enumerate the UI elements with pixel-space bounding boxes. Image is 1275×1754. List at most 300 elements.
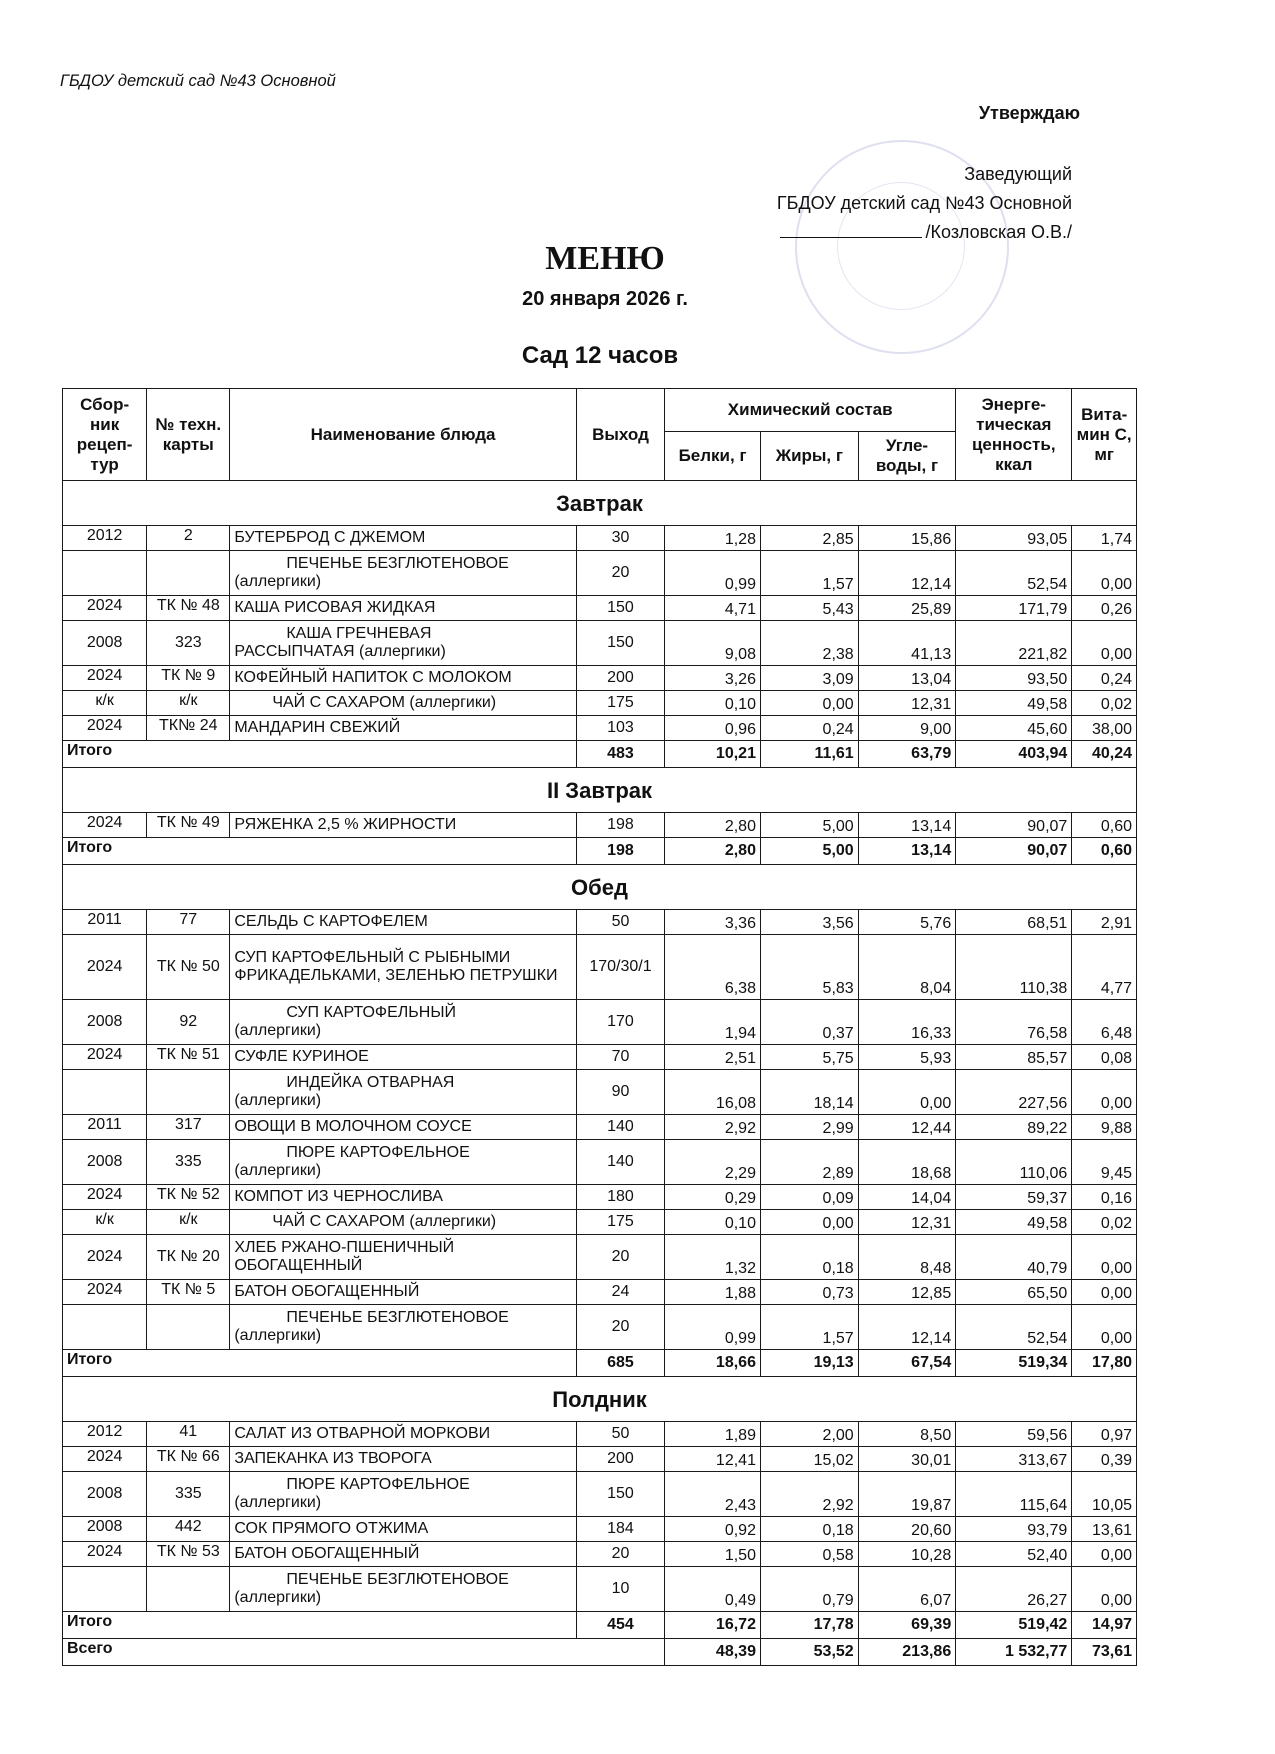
proteins-cell: 0,49 <box>665 1567 761 1612</box>
dish-note: (аллергики) <box>234 1022 322 1039</box>
carbs-cell: 6,07 <box>858 1567 956 1612</box>
proteins-cell: 1,28 <box>665 526 761 551</box>
fats-cell: 0,18 <box>760 1235 858 1280</box>
tech-card-cell: 335 <box>147 1472 230 1517</box>
carbs-cell: 12,85 <box>858 1280 956 1305</box>
total-label: Итого <box>63 838 577 865</box>
tech-card-cell: к/к <box>147 1210 230 1235</box>
total-energy-cell: 519,42 <box>956 1612 1072 1639</box>
tech-card-cell: ТК № 49 <box>147 813 230 838</box>
proteins-cell: 1,50 <box>665 1542 761 1567</box>
vitamin-c-cell: 9,88 <box>1072 1115 1137 1140</box>
table-row <box>63 596 1137 621</box>
tech-card-cell: 92 <box>147 1000 230 1045</box>
output-cell: 10 <box>576 1567 664 1612</box>
section-title: II Завтрак <box>63 768 1137 813</box>
vitamin-c-cell: 6,48 <box>1072 1000 1137 1045</box>
menu-table <box>62 388 1137 1666</box>
energy-cell: 85,57 <box>956 1045 1072 1070</box>
source-cell: 2024 <box>63 1542 147 1567</box>
grand-total-energy-cell: 1 532,77 <box>956 1639 1072 1666</box>
carbs-cell: 18,68 <box>858 1140 956 1185</box>
total-fats-cell: 5,00 <box>760 838 858 865</box>
dish-name: ЗАПЕКАНКА ИЗ ТВОРОГА <box>234 1450 432 1467</box>
column-header-chemical-composition: Химический состав <box>665 389 956 432</box>
energy-cell: 110,38 <box>956 935 1072 1000</box>
energy-cell: 52,40 <box>956 1542 1072 1567</box>
grand-total-label: Всего <box>63 1639 665 1666</box>
dish-name-cell <box>230 526 576 551</box>
dish-name-cell <box>230 1140 576 1185</box>
dish-note: (аллергики) <box>234 1092 322 1109</box>
carbs-cell: 12,44 <box>858 1115 956 1140</box>
fats-cell: 5,83 <box>760 935 858 1000</box>
output-cell: 150 <box>576 621 664 666</box>
tech-card-cell: 317 <box>147 1115 230 1140</box>
grand-total-row <box>63 1639 1137 1666</box>
output-cell: 170/30/1 <box>576 935 664 1000</box>
column-header-vitamin-c: Вита-мин С, мг <box>1072 389 1137 481</box>
table-row <box>63 1517 1137 1542</box>
table-row <box>63 1472 1137 1517</box>
section-header-row <box>63 1377 1137 1422</box>
energy-cell: 93,50 <box>956 666 1072 691</box>
carbs-cell: 20,60 <box>858 1517 956 1542</box>
total-vitamin-c-cell: 14,97 <box>1072 1612 1137 1639</box>
column-header-output: Выход <box>576 389 664 481</box>
vitamin-c-cell: 0,97 <box>1072 1422 1137 1447</box>
carbs-cell: 5,93 <box>858 1045 956 1070</box>
source-cell: 2024 <box>63 1280 147 1305</box>
table-row <box>63 1447 1137 1472</box>
carbs-cell: 13,14 <box>858 813 956 838</box>
dish-name-cell <box>230 935 576 1000</box>
output-cell: 150 <box>576 596 664 621</box>
dish-name-cell <box>230 1185 576 1210</box>
proteins-cell: 2,51 <box>665 1045 761 1070</box>
source-cell: 2024 <box>63 935 147 1000</box>
tech-card-cell: 2 <box>147 526 230 551</box>
dish-name: МАНДАРИН СВЕЖИЙ <box>234 719 401 736</box>
proteins-cell: 0,96 <box>665 716 761 741</box>
fats-cell: 0,79 <box>760 1567 858 1612</box>
vitamin-c-cell: 0,00 <box>1072 1305 1137 1350</box>
dish-name: ХЛЕБ РЖАНО-ПШЕНИЧНЫЙ ОБОГАЩЕННЫЙ <box>234 1239 455 1274</box>
tech-card-cell: ТК № 66 <box>147 1447 230 1472</box>
page-title: МЕНЮ <box>545 240 665 277</box>
dish-name-cell <box>230 1422 576 1447</box>
vitamin-c-cell: 1,74 <box>1072 526 1137 551</box>
dish-note: (аллергики) <box>234 1327 322 1344</box>
output-cell: 180 <box>576 1185 664 1210</box>
energy-cell: 93,05 <box>956 526 1072 551</box>
fats-cell: 1,57 <box>760 551 858 596</box>
fats-cell: 0,00 <box>760 1210 858 1235</box>
output-cell: 30 <box>576 526 664 551</box>
dish-note: (аллергики) <box>234 1494 322 1511</box>
total-label: Итого <box>63 1350 577 1377</box>
dish-name-cell <box>230 1517 576 1542</box>
source-cell: 2008 <box>63 621 147 666</box>
proteins-cell: 1,94 <box>665 1000 761 1045</box>
fats-cell: 0,09 <box>760 1185 858 1210</box>
dish-note: (аллергики) <box>234 1162 322 1179</box>
vitamin-c-cell: 0,00 <box>1072 1070 1137 1115</box>
output-cell: 140 <box>576 1115 664 1140</box>
source-cell: к/к <box>63 1210 147 1235</box>
vitamin-c-cell: 2,91 <box>1072 910 1137 935</box>
proteins-cell: 0,10 <box>665 1210 761 1235</box>
energy-cell: 52,54 <box>956 551 1072 596</box>
table-row <box>63 1235 1137 1280</box>
proteins-cell: 6,38 <box>665 935 761 1000</box>
column-header-carbs: Угле-воды, г <box>858 432 956 481</box>
fats-cell: 2,85 <box>760 526 858 551</box>
table-row <box>63 1070 1137 1115</box>
proteins-cell: 1,88 <box>665 1280 761 1305</box>
vitamin-c-cell: 0,26 <box>1072 596 1137 621</box>
fats-cell: 2,89 <box>760 1140 858 1185</box>
dish-name: ПЮРЕ КАРТОФЕЛЬНОЕ <box>286 1144 470 1161</box>
dish-name-cell <box>230 1070 576 1115</box>
dish-name: СУФЛЕ КУРИНОЕ <box>234 1048 369 1065</box>
total-vitamin-c-cell: 40,24 <box>1072 741 1137 768</box>
proteins-cell: 1,32 <box>665 1235 761 1280</box>
approver-organization: ГБДОУ детский сад №43 Основной <box>776 193 1072 213</box>
output-cell: 150 <box>576 1472 664 1517</box>
dish-name-cell <box>230 551 576 596</box>
energy-cell: 227,56 <box>956 1070 1072 1115</box>
table-row <box>63 1567 1137 1612</box>
total-proteins-cell: 16,72 <box>665 1612 761 1639</box>
dish-name: СУП КАРТОФЕЛЬНЫЙ С РЫБНЫМИ ФРИКАДЕЛЬКАМИ, ЗЕЛЕНЬЮ ПЕТРУШКИ <box>234 949 558 984</box>
section-total-row <box>63 838 1137 865</box>
dish-name-cell <box>230 1472 576 1517</box>
carbs-cell: 8,04 <box>858 935 956 1000</box>
energy-cell: 52,54 <box>956 1305 1072 1350</box>
dish-name-cell <box>230 596 576 621</box>
table-row <box>63 1000 1137 1045</box>
energy-cell: 40,79 <box>956 1235 1072 1280</box>
dish-name: ПЕЧЕНЬЕ БЕЗГЛЮТЕНОВОЕ <box>286 1309 509 1326</box>
fats-cell: 0,18 <box>760 1517 858 1542</box>
dish-name-cell <box>230 666 576 691</box>
energy-cell: 49,58 <box>956 691 1072 716</box>
source-cell <box>63 1305 147 1350</box>
table-row <box>63 935 1137 1000</box>
vitamin-c-cell: 0,00 <box>1072 1542 1137 1567</box>
energy-cell: 313,67 <box>956 1447 1072 1472</box>
proteins-cell: 2,92 <box>665 1115 761 1140</box>
carbs-cell: 13,04 <box>858 666 956 691</box>
source-cell <box>63 551 147 596</box>
total-energy-cell: 90,07 <box>956 838 1072 865</box>
tech-card-cell: ТК № 51 <box>147 1045 230 1070</box>
dish-name: ЧАЙ С САХАРОМ (аллергики) <box>272 694 497 711</box>
carbs-cell: 12,31 <box>858 1210 956 1235</box>
approval-block <box>777 160 1072 247</box>
total-fats-cell: 19,13 <box>760 1350 858 1377</box>
table-row <box>63 551 1137 596</box>
output-cell: 70 <box>576 1045 664 1070</box>
menu-body <box>63 481 1137 1666</box>
proteins-cell: 0,92 <box>665 1517 761 1542</box>
dish-name: СОК ПРЯМОГО ОТЖИМА <box>234 1520 429 1537</box>
carbs-cell: 25,89 <box>858 596 956 621</box>
proteins-cell: 0,29 <box>665 1185 761 1210</box>
total-carbs-cell: 69,39 <box>858 1612 956 1639</box>
total-label: Итого <box>63 1612 577 1639</box>
section-total-row <box>63 741 1137 768</box>
output-cell: 90 <box>576 1070 664 1115</box>
tech-card-cell: ТК № 5 <box>147 1280 230 1305</box>
source-cell: 2012 <box>63 1422 147 1447</box>
energy-cell: 93,79 <box>956 1517 1072 1542</box>
source-cell: 2024 <box>63 1045 147 1070</box>
table-row <box>63 716 1137 741</box>
vitamin-c-cell: 0,00 <box>1072 1280 1137 1305</box>
tech-card-cell: 323 <box>147 621 230 666</box>
table-row <box>63 1140 1137 1185</box>
fats-cell: 0,00 <box>760 691 858 716</box>
source-cell <box>63 1070 147 1115</box>
proteins-cell: 0,99 <box>665 1305 761 1350</box>
source-cell: 2024 <box>63 596 147 621</box>
dish-name-cell <box>230 1210 576 1235</box>
output-cell: 175 <box>576 691 664 716</box>
carbs-cell: 10,28 <box>858 1542 956 1567</box>
carbs-cell: 15,86 <box>858 526 956 551</box>
carbs-cell: 30,01 <box>858 1447 956 1472</box>
proteins-cell: 2,29 <box>665 1140 761 1185</box>
fats-cell: 5,00 <box>760 813 858 838</box>
output-cell: 24 <box>576 1280 664 1305</box>
total-output-cell: 685 <box>576 1350 664 1377</box>
source-cell: 2008 <box>63 1472 147 1517</box>
output-cell: 20 <box>576 1235 664 1280</box>
energy-cell: 221,82 <box>956 621 1072 666</box>
output-cell: 175 <box>576 1210 664 1235</box>
total-output-cell: 483 <box>576 741 664 768</box>
fats-cell: 0,58 <box>760 1542 858 1567</box>
carbs-cell: 5,76 <box>858 910 956 935</box>
total-proteins-cell: 2,80 <box>665 838 761 865</box>
source-cell: 2024 <box>63 666 147 691</box>
tech-card-cell <box>147 1567 230 1612</box>
dish-name: ПЕЧЕНЬЕ БЕЗГЛЮТЕНОВОЕ <box>286 555 509 572</box>
output-cell: 198 <box>576 813 664 838</box>
tech-card-cell: 77 <box>147 910 230 935</box>
total-carbs-cell: 63,79 <box>858 741 956 768</box>
energy-cell: 68,51 <box>956 910 1072 935</box>
fats-cell: 5,43 <box>760 596 858 621</box>
dish-name: КОФЕЙНЫЙ НАПИТОК С МОЛОКОМ <box>234 669 512 686</box>
total-proteins-cell: 18,66 <box>665 1350 761 1377</box>
fats-cell: 0,37 <box>760 1000 858 1045</box>
energy-cell: 171,79 <box>956 596 1072 621</box>
energy-cell: 45,60 <box>956 716 1072 741</box>
source-cell: 2024 <box>63 716 147 741</box>
total-fats-cell: 17,78 <box>760 1612 858 1639</box>
dish-name: РЯЖЕНКА 2,5 % ЖИРНОСТИ <box>234 816 457 833</box>
vitamin-c-cell: 0,39 <box>1072 1447 1137 1472</box>
dish-name: ПЕЧЕНЬЕ БЕЗГЛЮТЕНОВОЕ <box>286 1571 509 1588</box>
section-title: Завтрак <box>63 481 1137 526</box>
carbs-cell: 16,33 <box>858 1000 956 1045</box>
dish-name: КАША РИСОВАЯ ЖИДКАЯ <box>234 599 436 616</box>
output-cell: 103 <box>576 716 664 741</box>
fats-cell: 0,24 <box>760 716 858 741</box>
vitamin-c-cell: 0,02 <box>1072 1210 1137 1235</box>
source-cell: 2011 <box>63 1115 147 1140</box>
energy-cell: 26,27 <box>956 1567 1072 1612</box>
dish-name-cell <box>230 1567 576 1612</box>
fats-cell: 3,09 <box>760 666 858 691</box>
fats-cell: 15,02 <box>760 1447 858 1472</box>
carbs-cell: 12,14 <box>858 1305 956 1350</box>
fats-cell: 18,14 <box>760 1070 858 1115</box>
proteins-cell: 2,80 <box>665 813 761 838</box>
tech-card-cell <box>147 551 230 596</box>
tech-card-cell: ТК № 48 <box>147 596 230 621</box>
column-header-energy: Энерге-тическая ценность, ккал <box>956 389 1072 481</box>
energy-cell: 65,50 <box>956 1280 1072 1305</box>
output-cell: 20 <box>576 1305 664 1350</box>
vitamin-c-cell: 0,24 <box>1072 666 1137 691</box>
tech-card-cell: ТК № 53 <box>147 1542 230 1567</box>
proteins-cell: 12,41 <box>665 1447 761 1472</box>
proteins-cell: 3,36 <box>665 910 761 935</box>
dish-name: КАША ГРЕЧНЕВАЯ <box>286 625 432 642</box>
energy-cell: 89,22 <box>956 1115 1072 1140</box>
tech-card-cell: ТК№ 24 <box>147 716 230 741</box>
section-header-row <box>63 481 1137 526</box>
dish-name-cell <box>230 910 576 935</box>
table-row <box>63 1185 1137 1210</box>
dish-name: СЕЛЬДЬ С КАРТОФЕЛЕМ <box>234 913 428 930</box>
vitamin-c-cell: 10,05 <box>1072 1472 1137 1517</box>
output-cell: 184 <box>576 1517 664 1542</box>
source-cell <box>63 1567 147 1612</box>
column-header-dish-name: Наименование блюда <box>230 389 576 481</box>
output-cell: 20 <box>576 551 664 596</box>
table-row <box>63 1305 1137 1350</box>
vitamin-c-cell: 0,60 <box>1072 813 1137 838</box>
source-cell: 2008 <box>63 1000 147 1045</box>
vitamin-c-cell: 0,00 <box>1072 1235 1137 1280</box>
table-row <box>63 1115 1137 1140</box>
column-header-fats: Жиры, г <box>760 432 858 481</box>
energy-cell: 90,07 <box>956 813 1072 838</box>
section-title: Полдник <box>63 1377 1137 1422</box>
signature-name: /Козловская О.В./ <box>925 222 1072 242</box>
signature-line <box>780 219 922 238</box>
carbs-cell: 9,00 <box>858 716 956 741</box>
vitamin-c-cell: 13,61 <box>1072 1517 1137 1542</box>
menu-date: 20 января 2026 г. <box>522 288 688 310</box>
tech-card-cell: 335 <box>147 1140 230 1185</box>
grand-total-proteins-cell: 48,39 <box>665 1639 761 1666</box>
dish-name: ИНДЕЙКА ОТВАРНАЯ <box>286 1074 455 1091</box>
dish-name-cell <box>230 1280 576 1305</box>
source-cell: 2008 <box>63 1517 147 1542</box>
total-carbs-cell: 13,14 <box>858 838 956 865</box>
proteins-cell: 2,43 <box>665 1472 761 1517</box>
dish-name: ПЮРЕ КАРТОФЕЛЬНОЕ <box>286 1476 470 1493</box>
section-total-row <box>63 1612 1137 1639</box>
total-label: Итого <box>63 741 577 768</box>
table-row <box>63 813 1137 838</box>
tech-card-cell: ТК № 50 <box>147 935 230 1000</box>
tech-card-cell: 41 <box>147 1422 230 1447</box>
proteins-cell: 9,08 <box>665 621 761 666</box>
vitamin-c-cell: 4,77 <box>1072 935 1137 1000</box>
dish-name-cell <box>230 1000 576 1045</box>
dish-note: (аллергики) <box>234 573 322 590</box>
vitamin-c-cell: 0,02 <box>1072 691 1137 716</box>
dish-name-cell <box>230 813 576 838</box>
source-cell: к/к <box>63 691 147 716</box>
column-header-tech-card: № техн. карты <box>147 389 230 481</box>
carbs-cell: 12,14 <box>858 551 956 596</box>
menu-subtitle: Сад 12 часов <box>521 342 679 369</box>
dish-name-cell <box>230 1235 576 1280</box>
carbs-cell: 0,00 <box>858 1070 956 1115</box>
total-proteins-cell: 10,21 <box>665 741 761 768</box>
dish-note: (аллергики) <box>234 1589 322 1606</box>
fats-cell: 3,56 <box>760 910 858 935</box>
dish-name: БАТОН ОБОГАЩЕННЫЙ <box>234 1545 420 1562</box>
fats-cell: 5,75 <box>760 1045 858 1070</box>
total-fats-cell: 11,61 <box>760 741 858 768</box>
source-cell: 2024 <box>63 1447 147 1472</box>
dish-name: ОВОЩИ В МОЛОЧНОМ СОУСЕ <box>234 1118 472 1135</box>
dish-name-cell <box>230 1045 576 1070</box>
proteins-cell: 3,26 <box>665 666 761 691</box>
total-carbs-cell: 67,54 <box>858 1350 956 1377</box>
energy-cell: 110,06 <box>956 1140 1072 1185</box>
tech-card-cell: к/к <box>147 691 230 716</box>
source-cell: 2008 <box>63 1140 147 1185</box>
dish-name-cell <box>230 1447 576 1472</box>
dish-name: САЛАТ ИЗ ОТВАРНОЙ МОРКОВИ <box>234 1425 491 1442</box>
dish-name-cell <box>230 621 576 666</box>
total-vitamin-c-cell: 0,60 <box>1072 838 1137 865</box>
output-cell: 140 <box>576 1140 664 1185</box>
dish-name: БУТЕРБРОД С ДЖЕМОМ <box>234 529 426 546</box>
proteins-cell: 0,10 <box>665 691 761 716</box>
total-energy-cell: 403,94 <box>956 741 1072 768</box>
approver-position: Заведующий <box>964 164 1072 184</box>
dish-name: СУП КАРТОФЕЛЬНЫЙ <box>286 1004 456 1021</box>
column-header-proteins: Белки, г <box>665 432 761 481</box>
tech-card-cell: ТК № 52 <box>147 1185 230 1210</box>
dish-name-cell <box>230 1542 576 1567</box>
output-cell: 200 <box>576 1447 664 1472</box>
tech-card-cell: ТК № 9 <box>147 666 230 691</box>
fats-cell: 2,38 <box>760 621 858 666</box>
vitamin-c-cell: 0,08 <box>1072 1045 1137 1070</box>
section-title: Обед <box>63 865 1137 910</box>
table-row <box>63 621 1137 666</box>
proteins-cell: 0,99 <box>665 551 761 596</box>
carbs-cell: 8,50 <box>858 1422 956 1447</box>
fats-cell: 1,57 <box>760 1305 858 1350</box>
section-header-row <box>63 865 1137 910</box>
dish-name-cell <box>230 716 576 741</box>
source-cell: 2024 <box>63 1185 147 1210</box>
dish-name: БАТОН ОБОГАЩЕННЫЙ <box>234 1283 420 1300</box>
